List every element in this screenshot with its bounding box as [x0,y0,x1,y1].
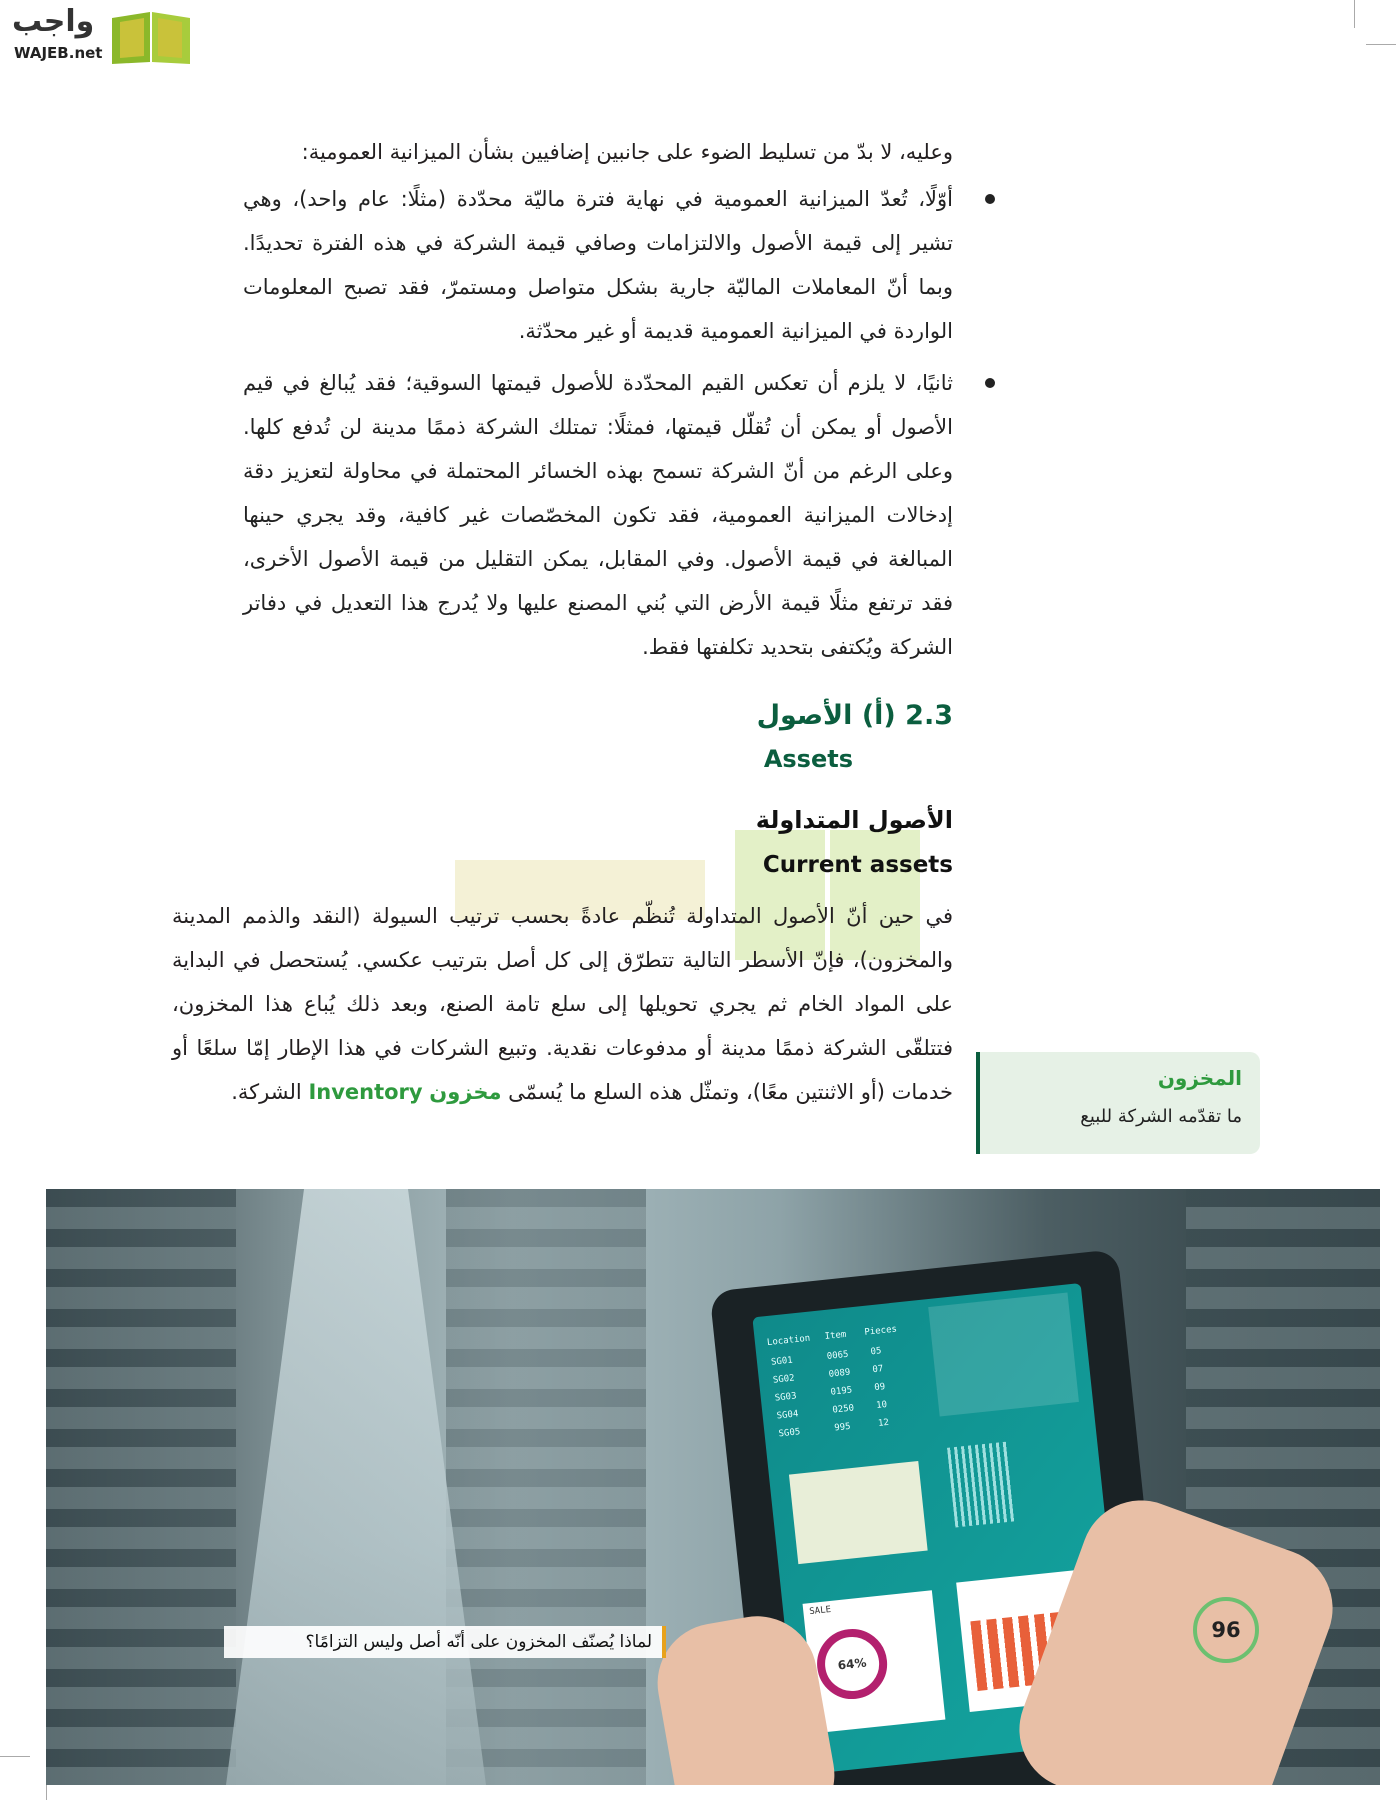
table-cell: 07 [871,1364,884,1376]
glossary-box [976,1052,1260,1154]
glossary-definition: ما تقدّمه الشركة للبيع [1080,1106,1242,1127]
table-cell: SG02 [772,1373,796,1386]
crop-mark [1354,0,1355,28]
intro-text: وعليه، لا بدّ من تسليط الضوء على جانبين إضافيين بشأن الميزانية العمومية: [301,140,953,164]
table-cell: SG05 [778,1427,801,1440]
bullet-list [243,177,953,677]
donut-chart [814,1626,891,1703]
logo-arabic: واجب [12,4,95,39]
bullet-icon [985,194,995,204]
table-cell: SG01 [770,1355,794,1368]
term-en: Inventory [308,1080,423,1104]
crop-mark [1366,44,1396,45]
bar-panel [947,1442,1015,1528]
book-icon [110,8,192,64]
bullet-item [243,361,953,669]
table-cell: 995 [833,1421,852,1434]
page-number: 96 [1193,1597,1259,1663]
table-cell: 09 [873,1382,886,1394]
table-cell: 12 [877,1417,890,1429]
glossary-term: المخزون [1157,1066,1242,1090]
section-heading [757,700,953,731]
term-ar: مخزون [429,1080,502,1104]
section-title-en: Assets [763,745,853,773]
bullet-text: أوّلًا، تُعدّ الميزانية العمومية في نهاية فترة ماليّة محدّدة (مثلًا: عام واحد)، وهي تشير إلى قيمة الأصول والالتزامات وصافي قيمة الشركة في هذه الفترة تحديدًا. وبما أنّ المعاملات الماليّة جارية بشكل متواصل ومستمرّ، فقد تصبح المعلومات الواردة في الميزانية العمومية قديمة أو غير محدّثة. [243,187,953,343]
logo-latin: WAJEB.net [14,44,103,62]
table-cell: 0065 [826,1349,849,1362]
paragraph-text: في حين أنّ الأصول المتداولة تُنظّم عادةً بحسب ترتيب السيولة (النقد والذمم المدينة والمخزون)، فإنّ الأسطر التالية تتطرّق إلى كل أصل بترتيب عكسي. يُستحصل في البداية على المواد الخام ثم يجري تحويلها إلى سلع تامة الصنع، وبعد ذلك يُباع هذا المخزون، فتتلقّى الشركة ذممًا مدينة أو مدفوعات نقدية. وتبيع الشركات في هذا الإطار إمّا سلعًا أو خدمات (أو الاثنتين معًا)، وتمثّل هذه السلع ما يُسمّى [172,904,953,1104]
subsection-title-en: Current assets [762,852,953,878]
inventory-paragraph [172,894,953,1114]
donut-label: 64% [837,1655,868,1673]
menu-panel [928,1292,1079,1416]
table-cell: 0089 [828,1367,851,1380]
table-cell: SG03 [774,1391,798,1404]
section-title-ar: (أ) الأصول [756,700,896,731]
bullet-item [243,177,953,353]
subsection-title-ar: الأصول المتداولة [755,806,953,834]
table-cell: SG04 [776,1409,799,1422]
question-bar: لماذا يُصنّف المخزون على أنّه أصل وليس التزامًا؟ [224,1626,666,1658]
paragraph-end: الشركة. [231,1080,302,1104]
crop-mark [0,1756,30,1757]
section-number: 2.3 [905,700,953,731]
wajeb-logo[interactable] [8,4,193,66]
table-header: Item [824,1329,847,1343]
map-panel [789,1461,928,1564]
table-cell: 0195 [830,1385,853,1398]
table-header: Pieces [864,1324,898,1338]
table-cell: 05 [870,1346,882,1358]
bullet-text: ثانيًا، لا يلزم أن تعكس القيم المحدّدة للأصول قيمتها السوقية؛ فقد يُبالغ في قيم الأصول أو يمكن أن تُقلّل قيمتها، فمثلًا: تمتلك الشركة ذممًا مدينة لن تُدفع كلها. وعلى الرغم من أنّ الشركة تسمح بهذه الخسائر المحتملة في محاولة لتعزيز دقة إدخالات الميزانية العمومية، فقد تكون المخصّصات غير كافية، وقد يجري حينها المبالغة في قيمة الأصول. وفي المقابل، يمكن التقليل من قيمة الأصول الأخرى، فقد ترتفع مثلًا قيمة الأرض التي بُني المصنع عليها ولا يُدرج هذا التعديل في دفاتر الشركة ويُكتفى بتحديد تكلفتها فقط. [243,371,953,659]
bullet-icon [985,378,995,388]
sale-tag: SALE [808,1604,832,1618]
shelf [446,1189,646,1785]
table-cell: 10 [875,1399,888,1412]
table-header: Location [766,1333,811,1349]
table-cell: 0250 [831,1403,855,1416]
